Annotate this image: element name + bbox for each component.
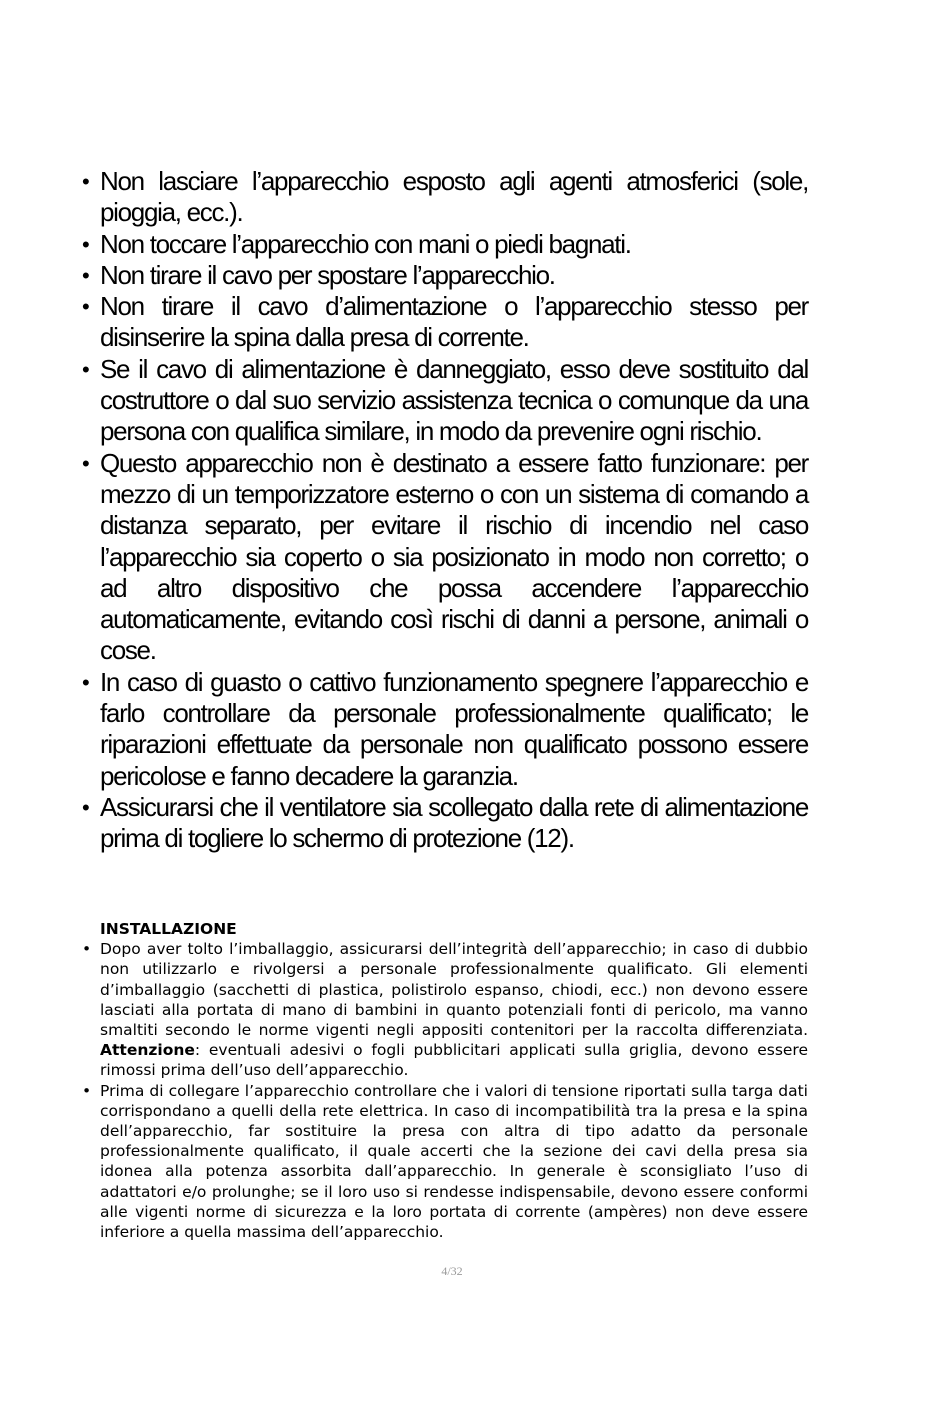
page-number: 4/32 bbox=[441, 1264, 463, 1278]
list-item-text: Assicurarsi che il ventilatore sia scollegato dalla rete di alimentazione prima di togliere lo schermo di protezione (12). bbox=[100, 791, 808, 854]
list-item bbox=[80, 166, 808, 229]
list-item bbox=[80, 260, 808, 291]
list-item bbox=[80, 291, 808, 354]
installation-section bbox=[80, 919, 808, 1242]
list-item-text: Non tirare il cavo d’alimentazione o l’apparecchio stesso per disinserire la spina dalla presa di corrente. bbox=[100, 291, 808, 353]
bullet-icon: • bbox=[82, 669, 90, 695]
bullet-icon: • bbox=[82, 794, 90, 820]
list-item-text: Se il cavo di alimentazione è danneggiato, esso deve sostituito dal costruttore o dal suo servizio assistenza tecnica o comunque da una persona con qualifica similare, in modo da prevenire ogni rischio. bbox=[100, 353, 808, 447]
list-item bbox=[80, 448, 808, 667]
list-item-text-continued: : eventuali adesivi o fogli pubblicitari applicati sulla griglia, devono essere rimossi prima dell’uso dell’apparecchio. bbox=[100, 1041, 808, 1080]
list-item-text: Dopo aver tolto l’imballaggio, assicurarsi dell’integrità dell’apparecchio; in caso di dubbio non utilizzarlo e rivolgersi a personale professionalmente qualificato. Gli elementi d’imballaggio (sacchetti di plastica, polistirolo espanso, chiodi, ecc.) non devono essere lasciati alla portata di mano di bambini in quanto potenziali fonti di pericolo, ma vanno smaltiti secondo le norme vigenti negli appositi contenitori per la raccolta differenziata. bbox=[100, 940, 808, 1040]
bullet-icon: • bbox=[82, 262, 90, 288]
list-item bbox=[80, 939, 808, 1080]
bullet-icon: • bbox=[82, 940, 92, 959]
list-item bbox=[80, 792, 808, 855]
list-item-text: Non tirare il cavo per spostare l’apparecchio. bbox=[100, 259, 555, 290]
list-item bbox=[80, 354, 808, 448]
list-item-text: Questo apparecchio non è destinato a essere fatto funzionare: per mezzo di un temporizzatore esterno o con un sistema di comando a distanza separato, per evitare il rischio di incendio nel caso l’apparecchio sia coperto o sia posizionato in modo non corretto; o ad altro dispositivo che possa accendere l’apparecchio automaticamente, evitando così rischi di danni a persone, animali o cose. bbox=[100, 447, 808, 666]
list-item-text: Non lasciare l’apparecchio esposto agli agenti atmosferici (sole, pioggia, ecc.). bbox=[100, 166, 808, 228]
bullet-icon: • bbox=[82, 231, 90, 257]
safety-warnings-list bbox=[80, 166, 808, 855]
bullet-icon: • bbox=[82, 294, 90, 320]
list-item bbox=[80, 1081, 808, 1243]
bullet-icon: • bbox=[82, 356, 90, 382]
list-item-text: Prima di collegare l’apparecchio controllare che i valori di tensione riportati sulla targa dati corrispondano a quelli della rete elettrica. In caso di incompatibilità tra la presa e la spina dell’apparecchio, far sostituire la presa con altra di tipo adatto da personale professionalmente qualificato, il quale accerti che la sezione dei cavi della presa sia idonea alla potenza assorbita dall’apparecchio. In generale è sconsigliato l’uso di adattatori e/o prolunghe; se il loro uso si rendesse indispensabile, devono essere conformi alle vigenti norme di sicurezza e la loro portata di corrente (ampères) non deve essere inferiore a quella massima dell’apparecchio. bbox=[100, 1081, 808, 1242]
bullet-icon: • bbox=[82, 169, 90, 194]
attention-label: Attenzione bbox=[100, 1041, 195, 1060]
section-heading: INSTALLAZIONE bbox=[100, 920, 237, 938]
installation-list bbox=[80, 939, 808, 1242]
list-item bbox=[80, 229, 808, 260]
list-item-text: Non toccare l’apparecchio con mani o piedi bagnati. bbox=[100, 228, 631, 259]
list-item-text: In caso di guasto o cattivo funzionamento spegnere l’apparecchio e farlo controllare da personale professionalmente qualificato; le riparazioni effettuate da personale non qualificato possono essere pericolose e fanno decadere la garanzia. bbox=[100, 666, 808, 791]
bullet-icon: • bbox=[82, 450, 90, 476]
list-item bbox=[80, 667, 808, 792]
bullet-icon: • bbox=[82, 1081, 92, 1100]
